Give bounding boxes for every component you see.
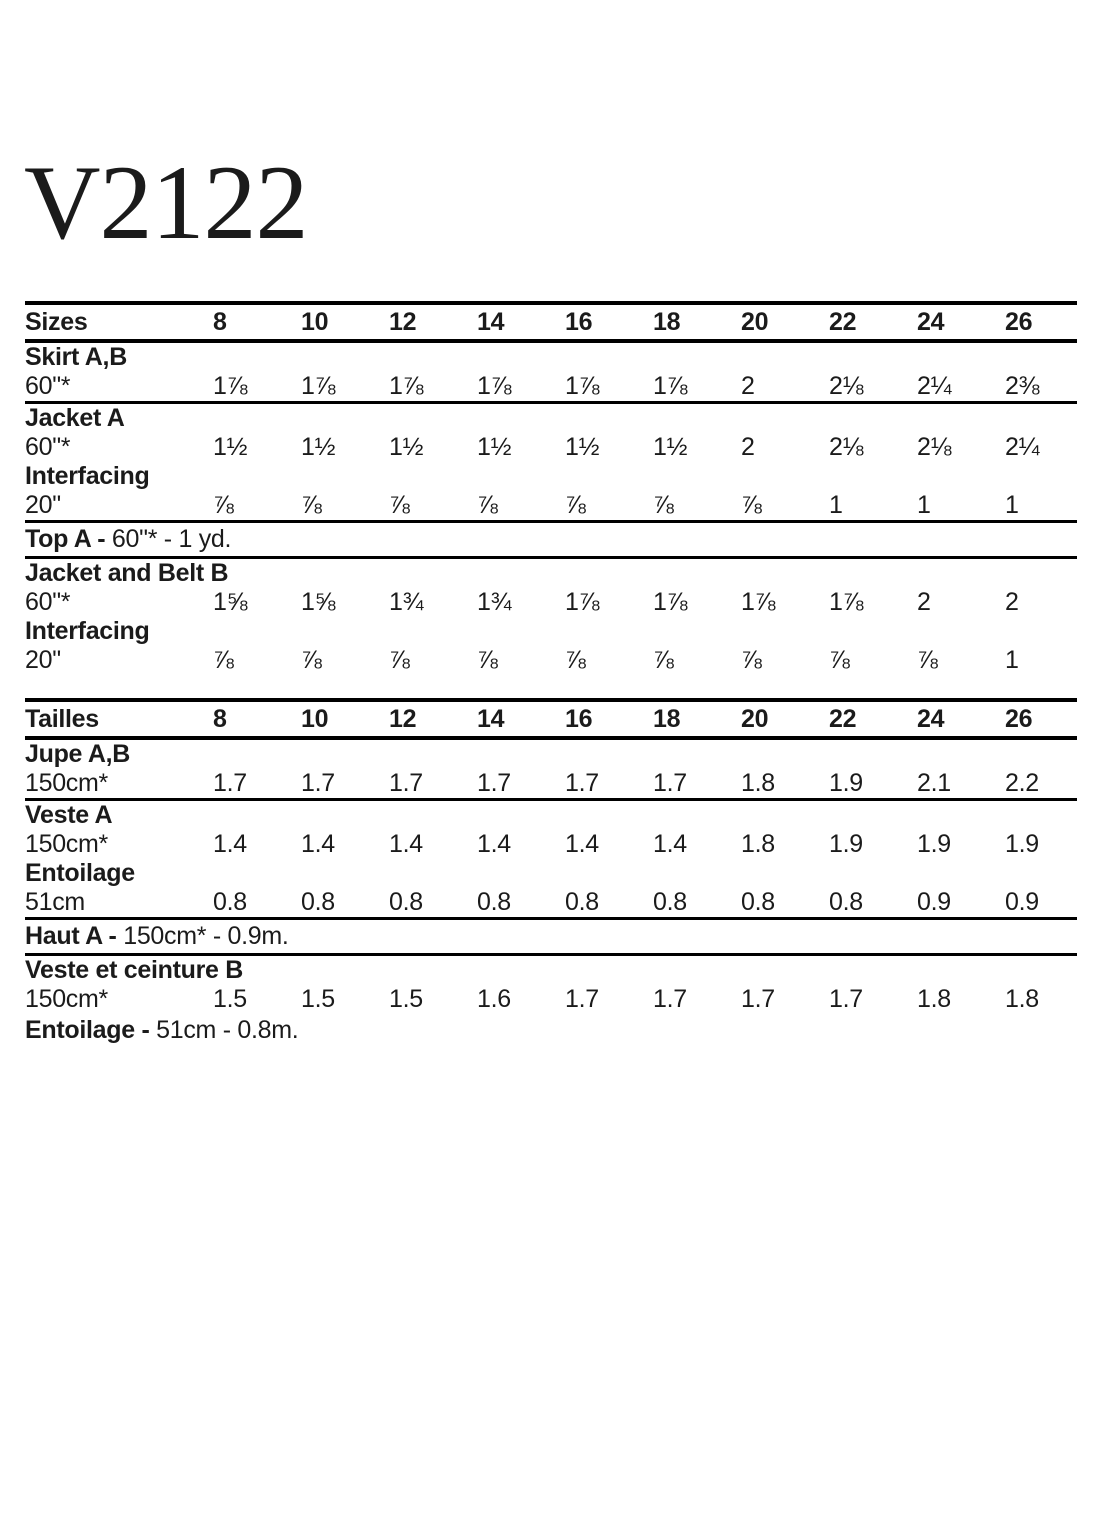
garment-label: Veste A (25, 801, 113, 829)
yardage-cell: 0.8 (565, 888, 599, 916)
yardage-cell: 2 (917, 588, 931, 616)
size-column-header: 26 (1005, 704, 1033, 733)
size-column-header: 8 (213, 307, 227, 336)
yardage-cell: 0.8 (389, 888, 423, 916)
note-content (25, 525, 231, 554)
yardage-cell: 2⅛ (829, 433, 864, 461)
garment-label: Interfacing (25, 617, 150, 645)
yardage-cell: 1.7 (565, 985, 599, 1013)
note-bold-label: Entoilage - (25, 1016, 150, 1044)
garment-label: Interfacing (25, 462, 150, 490)
note-row (25, 920, 1077, 953)
yardage-table (25, 301, 1077, 1047)
yardage-cell: 1.8 (917, 985, 951, 1013)
yardage-cell: 2⅜ (1005, 372, 1040, 400)
yardage-cell: 2¼ (1005, 433, 1040, 461)
fabric-width-label: 20" (25, 646, 61, 674)
size-column-header: 22 (829, 704, 857, 733)
note-text: 60"* - 1 yd. (105, 525, 232, 553)
yardage-cell: ⅞ (477, 646, 498, 674)
yardage-cell: 2.2 (1005, 769, 1039, 797)
yardage-cell: 1.8 (741, 769, 775, 797)
yardage-cell: 1⅞ (741, 588, 776, 616)
garment-label-row (25, 404, 1077, 433)
yardage-cell: ⅞ (565, 646, 586, 674)
header-label: Tailles (25, 704, 99, 733)
yardage-cell: 1⅝ (213, 588, 248, 616)
fabric-width-label: 150cm* (25, 985, 108, 1013)
yardage-cell: 1¾ (477, 588, 512, 616)
yardage-cell: 1½ (301, 433, 336, 461)
yardage-cell: 2 (1005, 588, 1019, 616)
size-column-header: 20 (741, 704, 769, 733)
size-column-header: 14 (477, 704, 505, 733)
yardage-cell: 1⅞ (213, 372, 248, 400)
yardage-cell: 2 (741, 372, 755, 400)
yardage-cell: 1.8 (1005, 985, 1039, 1013)
garment-label-row (25, 801, 1077, 830)
size-column-header: 26 (1005, 307, 1033, 336)
size-column-header: 12 (389, 704, 417, 733)
note-text: 51cm - 0.8m. (149, 1016, 299, 1044)
size-column-header: 10 (301, 704, 329, 733)
yardage-cell: 1.7 (213, 769, 247, 797)
yardage-cell: 0.9 (917, 888, 951, 916)
fabric-width-label: 150cm* (25, 769, 108, 797)
yardage-cell: ⅞ (741, 646, 762, 674)
yardage-cell: ⅞ (213, 646, 234, 674)
yardage-cell: 1.5 (213, 985, 247, 1013)
yardage-cell: 1.9 (829, 830, 863, 858)
note-content (25, 922, 289, 951)
yardage-cell: 0.8 (741, 888, 775, 916)
yardage-cell: 1.4 (653, 830, 687, 858)
note-bold-label: Top A - (25, 525, 106, 553)
yardage-cell: 2.1 (917, 769, 951, 797)
tailles-header-row (25, 702, 1077, 736)
size-column-header: 18 (653, 704, 681, 733)
yardage-cell: ⅞ (389, 491, 410, 519)
yardage-cell: 1 (1005, 646, 1019, 674)
yardage-cell: 1.4 (301, 830, 335, 858)
yardage-cell: ⅞ (477, 491, 498, 519)
fabric-width-label: 60"* (25, 372, 71, 400)
garment-label-row (25, 956, 1077, 985)
note-content (25, 1016, 298, 1045)
yardage-cell: 1.7 (829, 985, 863, 1013)
yardage-cell: 1.4 (389, 830, 423, 858)
garment-label: Entoilage (25, 859, 135, 887)
size-column-header: 24 (917, 307, 945, 336)
garment-label: Jacket and Belt B (25, 559, 229, 587)
size-column-header: 10 (301, 307, 329, 336)
size-column-header: 24 (917, 704, 945, 733)
garment-label-row (25, 559, 1077, 588)
size-column-header: 22 (829, 307, 857, 336)
yardage-cell: 1 (829, 491, 843, 519)
yardage-cell: 1⅞ (477, 372, 512, 400)
yardage-cell: 1.9 (1005, 830, 1039, 858)
yardage-cell: 1.7 (477, 769, 511, 797)
yardage-cell: 1.7 (565, 769, 599, 797)
yardage-cell: 1.4 (477, 830, 511, 858)
yardage-cell: 1.9 (829, 769, 863, 797)
yardage-cell: 1⅞ (565, 372, 600, 400)
yardage-cell: 2⅛ (917, 433, 952, 461)
yardage-row (25, 830, 1077, 859)
fabric-width-label: 51cm (25, 888, 85, 916)
yardage-cell: ⅞ (741, 491, 762, 519)
yardage-cell: ⅞ (301, 646, 322, 674)
yardage-cell: 1.8 (741, 830, 775, 858)
note-bold-label: Haut A - (25, 922, 117, 950)
yardage-row (25, 588, 1077, 617)
yardage-cell: ⅞ (653, 491, 674, 519)
fabric-width-label: 150cm* (25, 830, 108, 858)
yardage-cell: 1.9 (917, 830, 951, 858)
size-column-header: 16 (565, 307, 593, 336)
yardage-cell: 1⅞ (389, 372, 424, 400)
yardage-row (25, 646, 1077, 675)
yardage-cell: 1.5 (389, 985, 423, 1013)
fabric-width-label: 60"* (25, 588, 71, 616)
note-row (25, 523, 1077, 556)
garment-label-row (25, 343, 1077, 372)
garment-label: Skirt A,B (25, 343, 127, 371)
garment-label: Veste et ceinture B (25, 956, 244, 984)
yardage-cell: 0.8 (301, 888, 335, 916)
yardage-cell: ⅞ (653, 646, 674, 674)
yardage-cell: 1½ (477, 433, 512, 461)
fabric-width-label: 60"* (25, 433, 71, 461)
yardage-cell: 1.7 (389, 769, 423, 797)
yardage-cell: 1½ (389, 433, 424, 461)
garment-label-row (25, 859, 1077, 888)
yardage-cell: 1.4 (565, 830, 599, 858)
yardage-cell: 1.7 (653, 769, 687, 797)
yardage-cell: ⅞ (565, 491, 586, 519)
size-column-header: 20 (741, 307, 769, 336)
yardage-cell: 1½ (653, 433, 688, 461)
pattern-number: V2122 (24, 144, 308, 261)
sizes-header-row (25, 305, 1077, 339)
yardage-cell: 1 (1005, 491, 1019, 519)
garment-label: Jupe A,B (25, 740, 131, 768)
yardage-cell: 1½ (213, 433, 248, 461)
fabric-width-label: 20" (25, 491, 61, 519)
yardage-cell: 1 (917, 491, 931, 519)
yardage-cell: 1.5 (301, 985, 335, 1013)
yardage-row (25, 985, 1077, 1014)
yardage-cell: 2⅛ (829, 372, 864, 400)
note-text: 150cm* - 0.9m. (116, 922, 289, 950)
size-column-header: 16 (565, 704, 593, 733)
yardage-cell: 1.7 (301, 769, 335, 797)
yardage-cell: 2 (741, 433, 755, 461)
yardage-cell: 2¼ (917, 372, 952, 400)
yardage-cell: 0.9 (1005, 888, 1039, 916)
yardage-cell: 1.7 (653, 985, 687, 1013)
yardage-cell: 1⅝ (301, 588, 336, 616)
garment-label: Jacket A (25, 404, 125, 432)
yardage-cell: 1⅞ (301, 372, 336, 400)
yardage-cell: 0.8 (477, 888, 511, 916)
size-column-header: 8 (213, 704, 227, 733)
yardage-row (25, 888, 1077, 917)
garment-label-row (25, 462, 1077, 491)
header-label: Sizes (25, 307, 88, 336)
size-column-header: 18 (653, 307, 681, 336)
yardage-row (25, 769, 1077, 798)
yardage-cell: 1¾ (389, 588, 424, 616)
yardage-cell: 0.8 (653, 888, 687, 916)
yardage-cell: 1⅞ (565, 588, 600, 616)
yardage-cell: 1.6 (477, 985, 511, 1013)
yardage-row (25, 491, 1077, 520)
yardage-cell: 1⅞ (653, 588, 688, 616)
yardage-cell: ⅞ (829, 646, 850, 674)
yardage-row (25, 433, 1077, 462)
size-column-header: 12 (389, 307, 417, 336)
yardage-cell: ⅞ (917, 646, 938, 674)
yardage-cell: ⅞ (389, 646, 410, 674)
yardage-cell: 1.4 (213, 830, 247, 858)
garment-label-row (25, 740, 1077, 769)
size-column-header: 14 (477, 307, 505, 336)
yardage-cell: ⅞ (213, 491, 234, 519)
yardage-row (25, 372, 1077, 401)
note-row (25, 1014, 1077, 1047)
yardage-cell: 1⅞ (653, 372, 688, 400)
yardage-cell: 0.8 (213, 888, 247, 916)
yardage-cell: 1.7 (741, 985, 775, 1013)
yardage-cell: 0.8 (829, 888, 863, 916)
yardage-cell: ⅞ (301, 491, 322, 519)
garment-label-row (25, 617, 1077, 646)
yardage-cell: 1½ (565, 433, 600, 461)
section-spacer (25, 675, 1077, 698)
yardage-cell: 1⅞ (829, 588, 864, 616)
